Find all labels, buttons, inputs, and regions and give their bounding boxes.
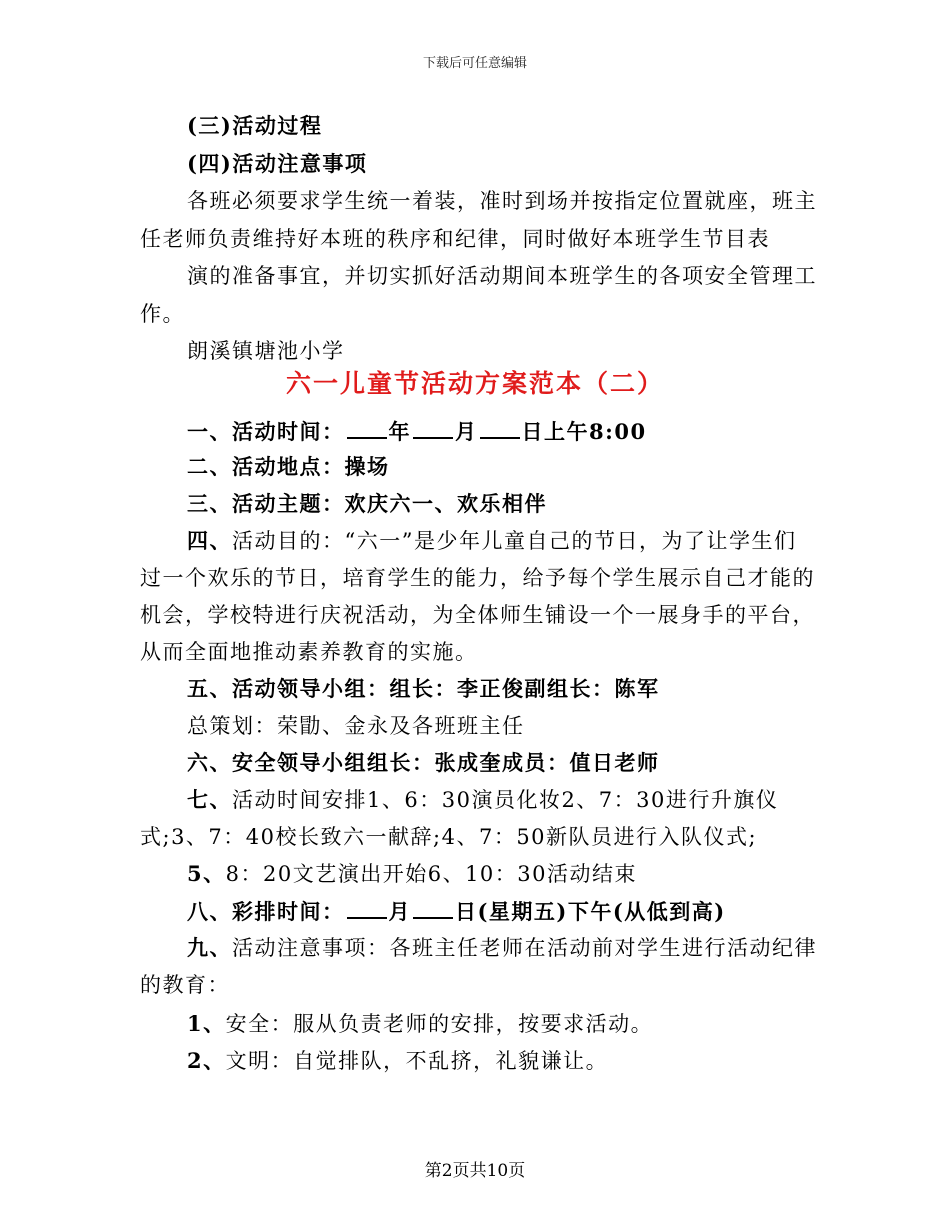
purpose-line: 从而全面地推动素养教育的实施。 xyxy=(140,640,478,664)
rehearsal-rest: 日(星期五)下午(从低到高) xyxy=(455,899,726,924)
rule1-text: 安全：服从负责老师的安排，按要求活动。 xyxy=(225,1012,654,1036)
paragraph-line: 各班必须要求学生统一着装，准时到场并按指定位置就座，班主 xyxy=(187,189,817,213)
time-label: 一、活动时间： xyxy=(187,419,345,444)
item-notice xyxy=(187,934,867,962)
blank-line xyxy=(413,897,453,919)
time-month: 月 xyxy=(455,419,478,444)
item-planner: 总策划：荣勖、金永及各班班主任 xyxy=(187,714,525,738)
schedule-last xyxy=(187,860,867,888)
rule2-label: 2、 xyxy=(187,1048,226,1073)
heading-activity-notes: (四)活动注意事项 xyxy=(187,151,368,176)
item-schedule xyxy=(187,786,867,814)
paragraph-line: 演的准备事宜，并切实抓好活动期间本班学生的各项安全管理工 xyxy=(187,264,817,288)
rule-safety xyxy=(187,1010,867,1038)
blank-line xyxy=(347,417,387,439)
page-number: 第2页共10页 xyxy=(424,1161,526,1181)
item-safety-group: 六、安全领导小组组长：张成奎成员：值日老师 xyxy=(187,750,660,775)
blank-line xyxy=(480,417,520,439)
time-rest: 日上午8:00 xyxy=(521,419,647,444)
schedule-last-label: 5、 xyxy=(187,861,226,886)
item-activity-time xyxy=(187,417,867,446)
schedule-line: 活动时间安排1、6：30演员化妆2、7：30进行升旗仪 xyxy=(232,788,779,812)
page-header-note: 下载后可任意编辑 xyxy=(422,56,527,71)
rule2-text: 文明：自觉排队，不乱挤，礼貌谦让。 xyxy=(225,1049,609,1073)
schedule-last-text: 8：20文艺演出开始6、10：30活动结束 xyxy=(225,862,638,886)
blank-line xyxy=(347,897,387,919)
rule1-label: 1、 xyxy=(187,1011,226,1036)
item-activity-theme: 三、活动主题：欢庆六一、欢乐相伴 xyxy=(187,491,547,516)
item-activity-place: 二、活动地点：操场 xyxy=(187,454,390,479)
purpose-label: 四、 xyxy=(187,528,232,553)
schedule-label: 七、 xyxy=(187,787,232,812)
paragraph-line: 任老师负责维持好本班的秩序和纪律，同时做好本班学生节目表 xyxy=(140,227,770,251)
time-year: 年 xyxy=(388,419,411,444)
heading-activity-process: (三)活动过程 xyxy=(187,113,323,138)
document-title: 六一儿童节活动方案范本（二） xyxy=(285,369,664,398)
item-activity-purpose xyxy=(187,527,867,555)
blank-line xyxy=(413,417,453,439)
rehearsal-month: 月 xyxy=(388,899,411,924)
purpose-line: 活动目的：“六一”是少年儿童自己的节日，为了让学生们 xyxy=(232,529,797,553)
rule-civility xyxy=(187,1047,867,1075)
item-leaders: 五、活动领导小组：组长：李正俊副组长：陈军 xyxy=(187,676,660,701)
purpose-line: 机会，学校特进行庆祝活动，为全体师生铺设一个一展身手的平台， xyxy=(140,603,815,627)
rehearsal-label: 八、彩排时间： xyxy=(187,899,345,924)
purpose-line: 过一个欢乐的节日，培育学生的能力，给予每个学生展示自己才能的 xyxy=(140,566,815,590)
schedule-line: 式;3、7：40校长致六一献辞;4、7：50新队员进行入队仪式; xyxy=(140,825,758,849)
notice-label: 九、 xyxy=(187,935,232,960)
notice-line: 活动注意事项：各班主任老师在活动前对学生进行活动纪律 xyxy=(232,936,817,960)
item-rehearsal xyxy=(187,897,867,926)
notice-line: 的教育： xyxy=(140,973,230,997)
school-name: 朗溪镇塘池小学 xyxy=(187,339,345,363)
paragraph-line: 作。 xyxy=(140,302,185,326)
